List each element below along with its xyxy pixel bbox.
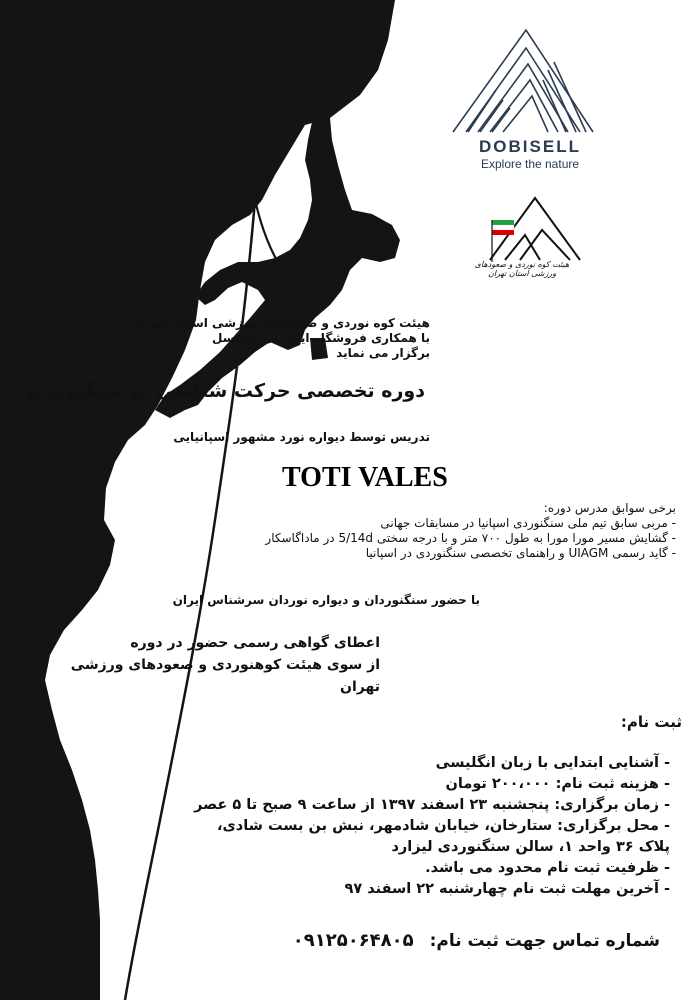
dobisell-wordmark: DOBISELL [479,137,581,156]
list-item: - محل برگزاری: ستارخان، خیابان شادمهر، نبش بن بست شادی، [216,818,670,834]
certificate-line: از سوی هیئت کوهنوردی و صعودهای ورزشی تهران [70,657,380,695]
contact-row [180,930,660,951]
list-item: - آشنایی ابتدایی با زبان انگلیسی [435,755,670,771]
list-item: - مربی سابق تیم ملی سنگنوردی اسپانیا در مسابقات جهانی [380,516,676,530]
registration-list [194,753,670,900]
background-list [256,516,676,561]
presence-note: با حضور سنگنوردان و دیواره نوردان سرشناس ایران [172,593,480,607]
list-item: - گاید رسمی UIAGM و راهنمای تخصصی سنگنوردی در اسپانیا [365,546,676,560]
intro-block [50,316,430,361]
instructor-name: TOTI VALES [282,462,448,493]
background-heading: برخی سوابق مدرس دوره: [543,501,676,515]
federation-caption: هیئت کوه نوردی و صعودهای ورزشی استان تهران [474,260,570,278]
intro-line: هیئت کوه نوردی و صعودهای ورزشی استان تهران [133,316,430,330]
taught-by-line: تدریس توسط دیواره نورد مشهور اسپانیایی [173,430,430,444]
list-item: - هزینه ثبت نام: ۲۰۰،۰۰۰ تومان [445,776,670,792]
list-item: - گشایش مسیر مورا مورا به طول ۷۰۰ متر و با درجه سختی 5/14d در ماداگاسکار [265,531,676,545]
list-item: - ظرفیت ثبت نام محدود می باشد. [425,860,670,876]
contact-phone[interactable]: ۰۹۱۲۵۰۶۴۸۰۵ [292,930,414,951]
intro-line: برگزار می نماید [336,346,430,360]
intro-line: با همکاری فروشگاه اینترنتی دوبیسل [212,331,430,345]
course-title: دوره تخصصی حرکت شناسی در سنگنوردی [26,380,425,402]
contact-label: شماره تماس جهت ثبت نام: [429,931,660,951]
list-item: - آخرین مهلت ثبت نام چهارشنبه ۲۲ اسفند ۹۷ [344,881,670,897]
certificate-line: اعطای گواهی رسمی حضور در دوره [130,635,380,651]
list-item: - زمان برگزاری: پنجشنبه ۲۳ اسفند ۱۳۹۷ از ساعت ۹ صبح تا ۵ عصر [194,797,670,813]
registration-heading: ثبت نام: [620,713,682,731]
certificate-block [60,632,380,698]
list-item: پلاک ۳۶ واحد ۱، سالن سنگنوردی لیزارد [391,839,670,855]
dobisell-tagline: Explore the nature [480,157,580,171]
